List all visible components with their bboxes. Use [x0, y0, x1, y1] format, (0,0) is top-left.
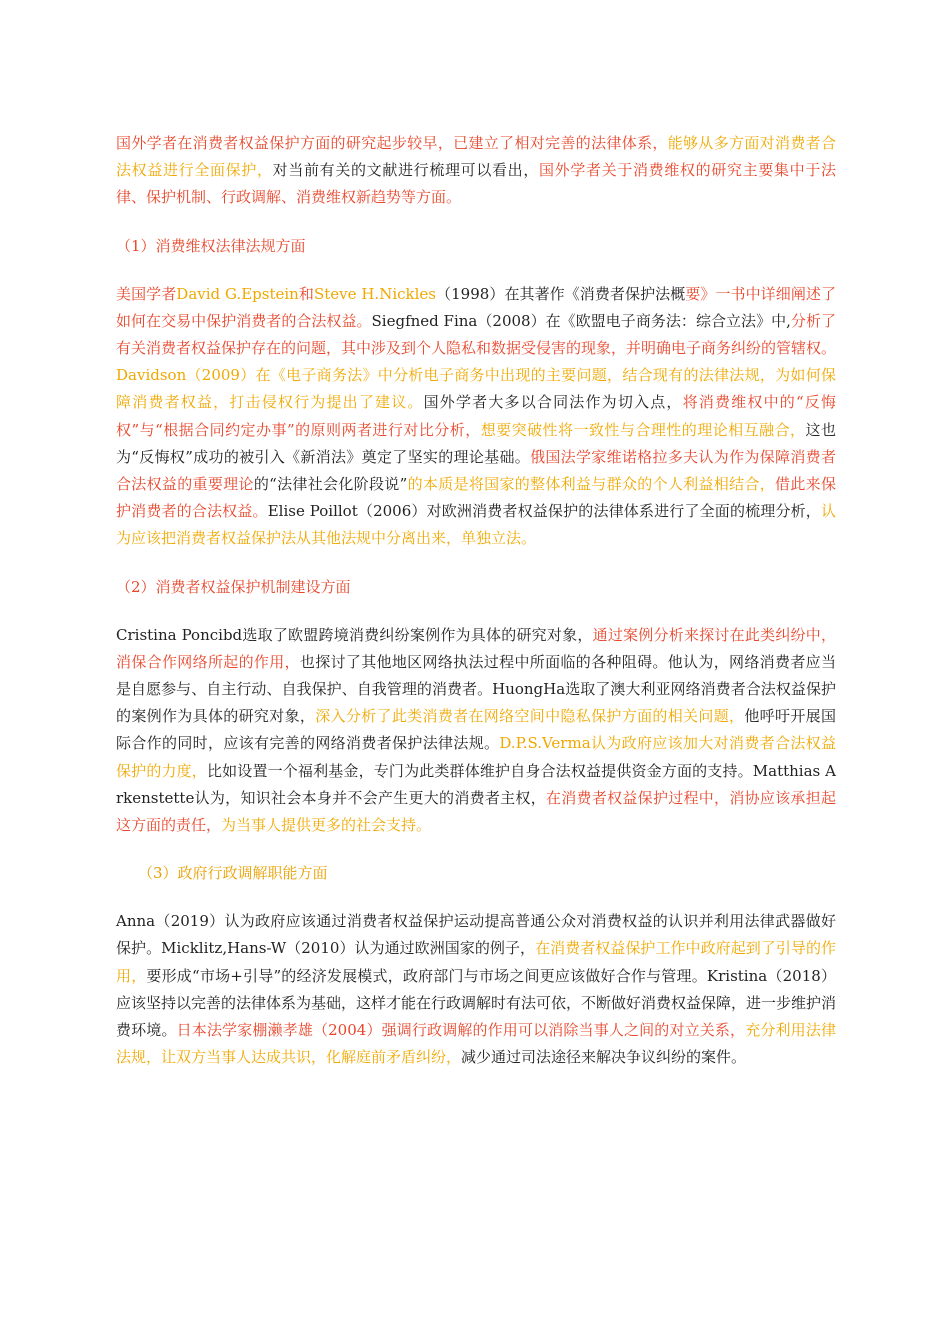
text-segment: 国外学者在消费者权益保护方面的研究起步较早，已建立了相对完善的法律体系， [116, 134, 668, 152]
text-segment: 他呼吁开展国际合作的同时，应该有完善的网络消费者保护法律法规。 [116, 707, 836, 753]
text-segment: Siegfned Fina（2008）在《欧盟电子商务法：综合立法》中, [371, 311, 791, 330]
text-segment: 俄国法学家维诺格拉多夫认为作为保障消费者合法权益的重要理论 [116, 447, 836, 494]
section-heading-3: （3）政府行政调解职能方面 [138, 864, 328, 883]
text-segment: Anna（2019）认为政府应该通过消费者权益保护运动提高普通公众对消费权益的认识并利用法律武器做好保护。Micklitz,Hans-W（2010）认为通过欧洲国家的例子， [116, 912, 836, 958]
text-segment: 这也为“反悔权”成功的被引入《新消法》奠定了坚实的理论基础。 [116, 420, 836, 466]
text-segment: 在消费者权益保护工作中政府起到了引导的作用， [116, 939, 836, 985]
text-segment: 要形成“市场+引导”的经济发展模式，政府部门与市场之间更应该做好合作与管理。Kristina（2018）应该坚持以完善的法律体系为基础，这样才能在行政调解时有法可依，不断做好消费权益保障，进一步维护消费环境。 [116, 966, 837, 1040]
text-segment: 也探讨了其他地区网络执法过程中所面临的各种阻碍。他认为，网络消费者应当是自愿参与、自主行动、自我保护、自我管理的消费者。HuongHa选取了澳大利亚网络消费者合法权益保护的案例作为具体的研究对象， [116, 652, 836, 726]
text-segment: Cristina Poncibd选取了欧盟跨境消费纠纷案例作为具体的研究对象， [116, 625, 593, 644]
text-segment: 日本法学家棚濑孝雄（2004）强调行政调解的作用可以消除当事人之间的对立关系， [176, 1021, 746, 1040]
text-segment: 减少通过司法途径来解决争议纠纷的案件。 [461, 1048, 747, 1067]
text-segment: David G.Epstein [176, 284, 299, 303]
text-segment: 分析了有关消费者权益保护存在的问题，其中涉及到个人隐私和数据受侵害的现象，并明确电子商务纠纷的管辖权。 [116, 311, 837, 358]
text-segment: 对当前有关的文献进行梳理可以看出， [272, 161, 539, 180]
text-segment: Davidson（2009）在《电子商务法》中分析电子商务中出现的主要问题，结合现有的法律法规，为如何保障消费者权益，打击侵权行为提出了建议。 [116, 366, 836, 412]
text-segment: 的“法律社会化阶段说” [253, 475, 408, 494]
text-segment: 认为应该把消费者权益保护法从其他法规中分离出来，单独立法。 [116, 502, 836, 548]
text-segment: 深入分析了此类消费者在网络空间中隐私保护方面的相关问题， [315, 707, 745, 726]
text-segment: 在消费者权益保护过程中，消协应该承担起这方面的责任， [116, 788, 836, 835]
section-heading-2: （2）消费者权益保护机制建设方面 [116, 577, 351, 596]
text-segment: 国外学者关于消费维权的研究主要集中于法律、保护机制、行政调解、消费维权新趋势等方面。 [116, 161, 836, 207]
text-segment: Elise Poillot（2006）对欧洲消费者权益保护的法律体系进行了全面的梳理分析， [267, 502, 821, 521]
text-segment: 和 [298, 284, 314, 303]
section-3-paragraph [116, 908, 836, 1071]
text-segment: 通过案例分析来探讨在此类纠纷中，消保合作网络所起的作用， [116, 625, 836, 671]
text-segment: Steve H.Nickles [313, 284, 436, 303]
text-segment: 要》一书中详细阐述了如何在交易中保护消费者的合法权益。 [116, 284, 836, 330]
section-heading-1: （1）消费维权法律法规方面 [116, 236, 306, 255]
text-segment: 能够从多方面对消费者合法权益进行全面保护， [116, 134, 836, 180]
section-2-paragraph [116, 622, 836, 840]
text-segment: 美国学者 [116, 284, 177, 303]
text-segment: 比如设置一个福利基金，专门为此类群体维护自身合法权益提供资金方面的支持。Matthias Arkenstette认为，知识社会本身并不会产生更大的消费者主权， [116, 761, 836, 807]
text-segment: 借此来保护消费者的合法权益。 [116, 475, 836, 521]
text-segment: 充分利用法律法规，让双方当事人达成共识，化解庭前矛盾纠纷， [116, 1021, 836, 1067]
text-segment: （1998）在其著作《消费者保护法概 [435, 284, 686, 303]
document-page [116, 130, 836, 1092]
text-segment: 为当事人提供更多的社会支持。 [221, 816, 432, 835]
text-segment: D.P.S.Verma认为政府应该加大对消费者合法权益保护的力度， [116, 734, 836, 780]
text-segment: 国外学者大多以合同法作为切入点， [423, 393, 683, 412]
text-segment: 将消费维权中的“反悔权”与“根据合同约定办事”的原则两者进行对比分析， [116, 393, 836, 439]
intro-paragraph [116, 130, 836, 212]
section-1-paragraph [116, 281, 836, 553]
text-segment: 想要突破性将一致性与合理性的理论相互融合， [480, 420, 806, 439]
text-segment: 的本质是将国家的整体利益与群众的个人利益相结合， [407, 475, 776, 494]
